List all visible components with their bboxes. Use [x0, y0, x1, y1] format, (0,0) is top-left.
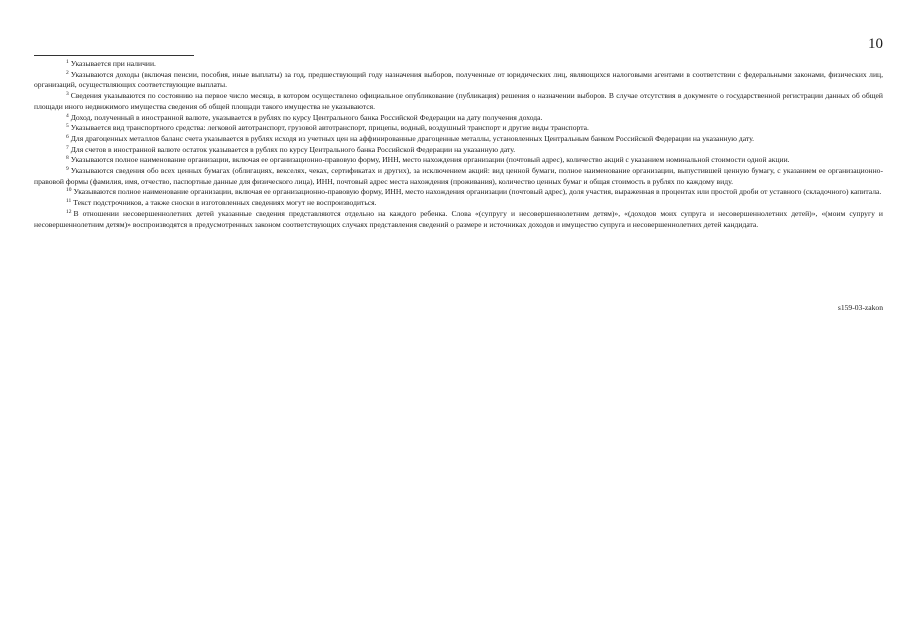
footnote-9 — [34, 166, 883, 187]
footnote-text: Для драгоценных металлов баланс счета указывается в рублях исходя из учетных цен на аффинированные драгоценные металлы, установленных Центральным банком Российской Федерации на указанную дату. — [70, 133, 755, 143]
footnote-text: В отношении несовершеннолетних детей указанные сведения представляются отдельно на каждого ребенка. Слова «(супругу и несовершеннолетним детям)», «(доходов моих супруга и несовершеннолетних детей)», «(моим супругу и несовершеннолетним детям)» воспроизводятся в предусмотренных законом соответствующих случаях представления сведений о размере и источниках доходов и имущество супруга и несовершеннолетних детей кандидата. — [34, 208, 883, 229]
footnote-marker: 5 — [66, 123, 69, 130]
footnote-10 — [34, 187, 883, 198]
footnote-text: Текст подстрочников, а также сноски в изготовленных сведениях могут не воспроизводиться. — [73, 198, 377, 208]
footnote-marker: 2 — [66, 69, 69, 76]
footnote-8 — [34, 155, 883, 166]
footnote-7 — [34, 145, 883, 156]
footnote-marker: 1 — [66, 59, 69, 65]
footnote-text: Доход, полученный в иностранной валюте, указывается в рублях по курсу Центрального банка Российской Федерации на дату получения дохода. — [70, 112, 543, 122]
footnote-text: Указываются полное наименование организации, включая ее организационно-правовую форму, ИНН, место нахождения организации (почтовый адрес), доля участия, выраженная в процентах или простой дроби от уставного (складочного) капитала. — [73, 187, 882, 197]
footnote-marker: 6 — [66, 133, 69, 140]
footnote-text: Указываются доходы (включая пенсии, пособия, иные выплаты) за год, предшествующий году назначения выборов, полученные от юридических лиц, являющихся налоговыми агентами в соответствии с федеральными законами, физических лиц, организаций, осуществляющих соответствующие выплаты. — [34, 69, 883, 90]
footnote-text: Указываются сведения обо всех ценных бумагах (облигациях, векселях, чеках, сертификатах и других), за исключением акций: вид ценной бумаги, полное наименование организации, выпустившей ценную бумагу, с указанием ее организационно-правовой формы (фамилия, имя, отчество, паспортные данные для физического лица), ИНН, почтовый адрес места нахождения (проживания), количество ценных бумаг и общая стоимость в рублях по каждому виду. — [34, 166, 883, 186]
footnote-12 — [34, 209, 883, 230]
footnote-marker: 3 — [66, 91, 69, 98]
footnote-marker: 4 — [66, 112, 69, 119]
footnote-text: Указываются полное наименование организации, включая ее организационно-правовую форму, ИНН, место нахождения организации (почтовый адрес), количество акций с указанием номинальной стоимости одной акции. — [70, 155, 790, 165]
footnote-marker: 9 — [66, 166, 69, 173]
page-number: 10 — [868, 36, 883, 52]
footnote-3 — [34, 91, 883, 112]
footnote-marker: 7 — [66, 144, 69, 151]
footnote-marker: 8 — [66, 155, 69, 162]
footnote-marker: 10 — [66, 187, 72, 194]
footnote-text: Для счетов в иностранной валюте остаток указывается в рублях по курсу Центрального банка Российской Федерации на указанную дату. — [70, 144, 516, 154]
footnote-text: Указывается вид транспортного средства: легковой автотранспорт, грузовой автотранспорт, прицепы, водный, воздушный транспорт и другие виды транспорта. — [70, 123, 589, 133]
footnote-separator — [34, 55, 194, 56]
footnote-text: Сведения указываются по состоянию на первое число месяца, в котором осуществлено официальное опубликование (публикация) решения о назначении выборов. В случае отсутствия в документе о государственной регистрации данных об общей площади иного недвижимого имущества сведения об общей площади такого имущества не указываются. — [34, 91, 883, 111]
footnote-1 — [34, 59, 883, 70]
footnote-2 — [34, 70, 883, 91]
footnotes-section — [34, 59, 883, 230]
footnote-text: Указывается при наличии. — [70, 59, 156, 68]
footnote-4 — [34, 113, 883, 124]
footnote-5 — [34, 123, 883, 134]
document-code: s159-03-zakon — [837, 303, 883, 312]
footnote-6 — [34, 134, 883, 145]
footnote-11 — [34, 198, 883, 209]
footnote-marker: 12 — [66, 208, 72, 215]
footnote-marker: 11 — [66, 198, 72, 205]
